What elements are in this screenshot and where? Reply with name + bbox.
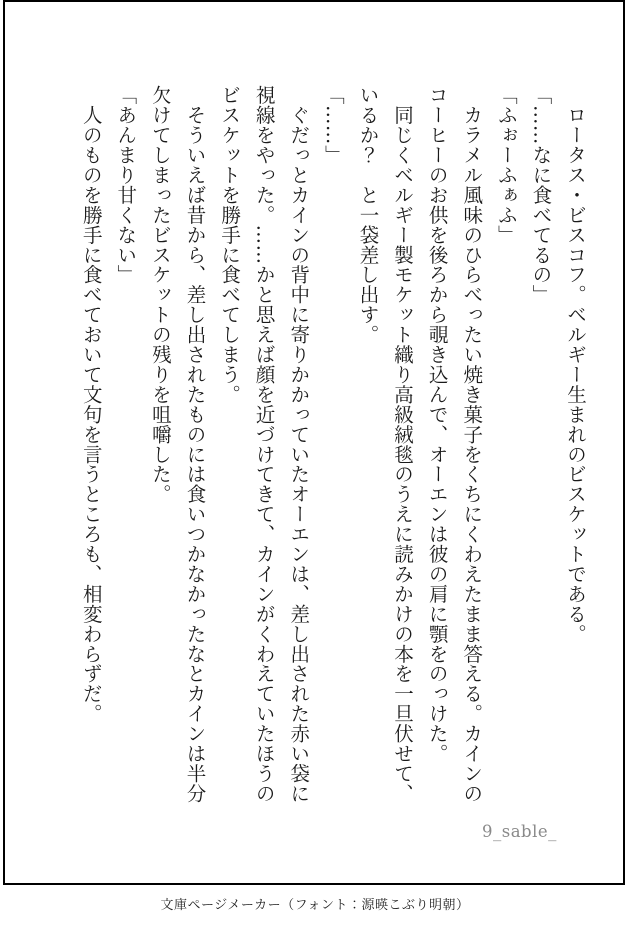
vertical-text-block <box>73 85 592 819</box>
text-line: そういえば昔から、差し出されたものには食いつかなかったなとカインは半分 <box>183 85 207 804</box>
text-line: 人のものを勝手に食べておいて文句を言うところも、相変わらずだ。 <box>79 85 103 724</box>
text-line: 「あんまり甘くない」 <box>114 85 138 285</box>
text-line: 欠けてしまったビスケットの残りを咀嚼した。 <box>148 85 172 504</box>
footer-credit: 文庫ページメーカー（フォント：源暎こぶり明朝） <box>160 898 470 913</box>
text-line: いるか？ と一袋差し出す。 <box>356 85 380 345</box>
text-line: コーヒーのお供を後ろから覗き込んで、オーエンは彼の肩に顎をのっけた。 <box>425 85 449 764</box>
text-line: 視線をやった。……かと思えば顔を近づけてきて、カインがくわえていたほうの <box>252 85 276 804</box>
text-line: 「……なに食べてるの」 <box>529 85 553 305</box>
text-line: 同じくベルギー製モケット織り高級絨毯のうえに読みかけの本を一旦伏せて、 <box>391 85 415 804</box>
text-line: カラメル風味のひらべったい焼き菓子をくちにくわえたまま答える。カインの <box>460 85 484 804</box>
text-line: ロータス・ビスコフ。ベルギー生まれのビスケットである。 <box>564 85 587 644</box>
text-line: ビスケットを勝手に食べてしまう。 <box>218 85 242 405</box>
text-line: 「……」 <box>321 85 345 165</box>
text-line: ぐだっとカインの背中に寄りかかっていたオーエンは、差し出された赤い袋に <box>287 85 311 804</box>
text-line: 「ふぉーふぁふ」 <box>494 85 518 245</box>
page-number: 9_sable_ <box>482 822 557 841</box>
